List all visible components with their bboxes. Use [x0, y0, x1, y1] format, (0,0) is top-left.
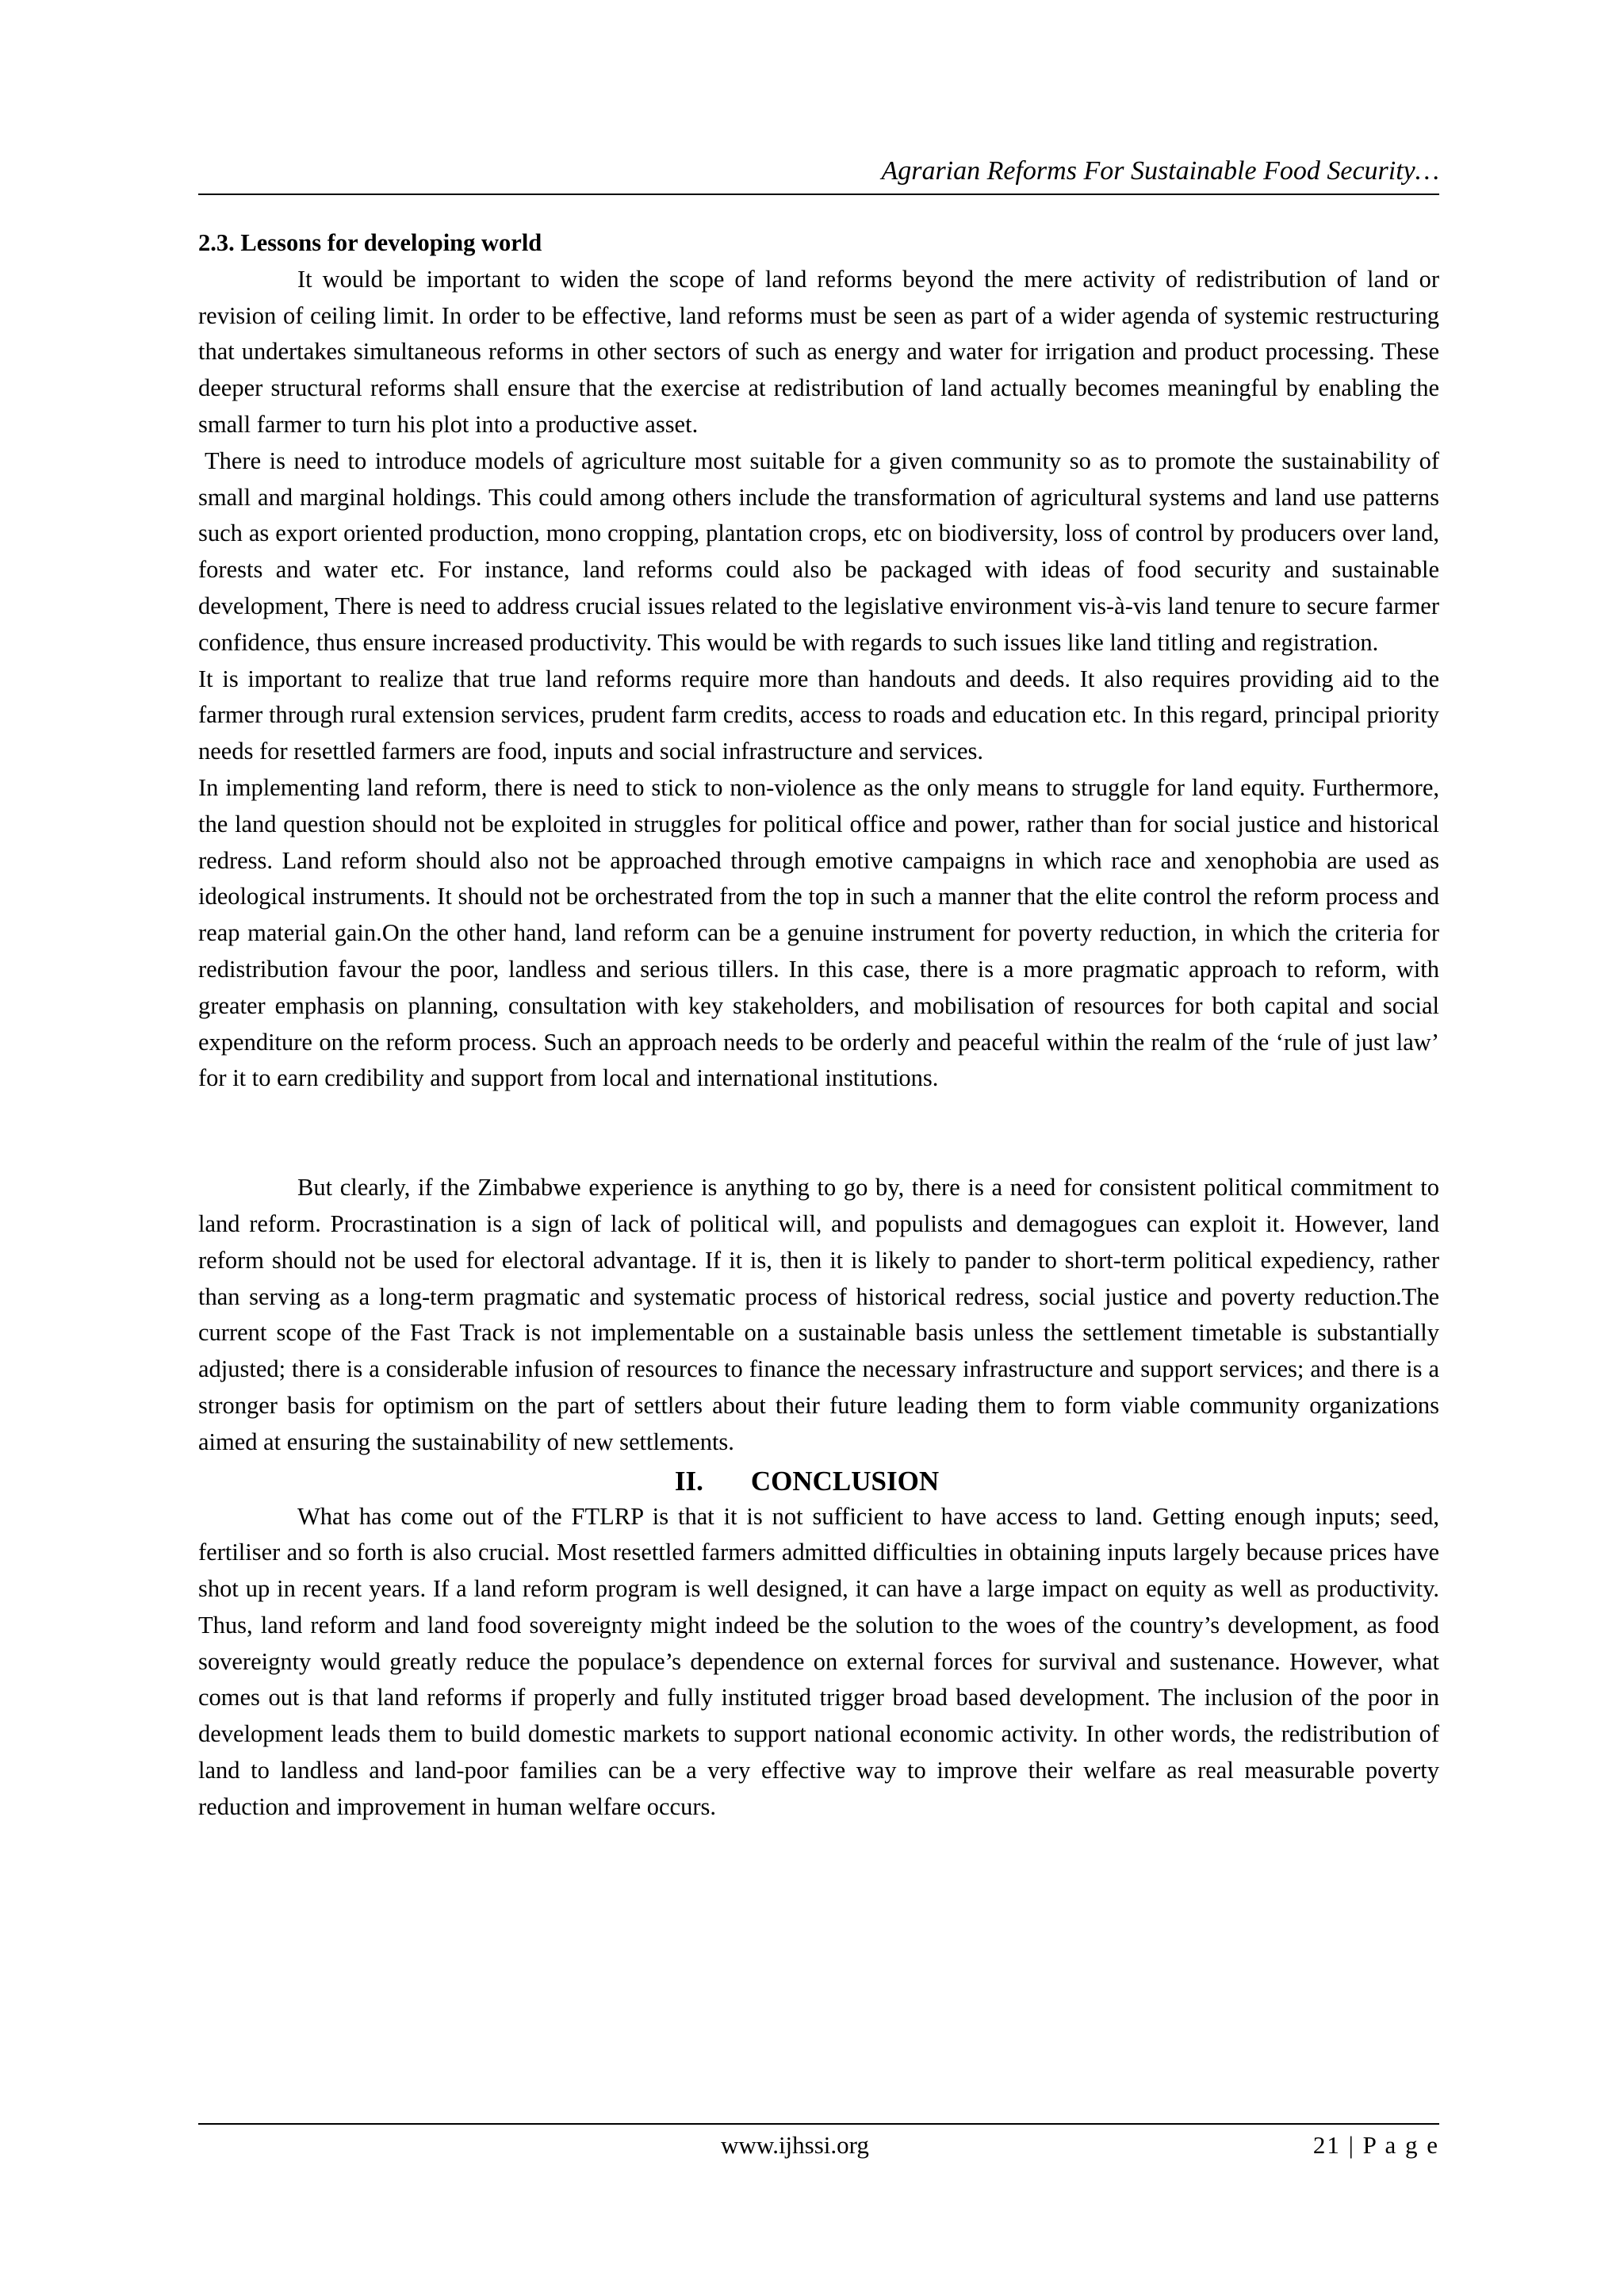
conclusion-title: CONCLUSION [750, 1465, 940, 1497]
body-text [198, 225, 1439, 1826]
footer-url: www.ijhssi.org [721, 2131, 869, 2159]
paragraph-scope-of-reforms: It would be important to widen the scope of land reforms beyond the mere activity of redistribution of land or revision of ceiling limit. In order to be effective, land reforms must be seen as part of a wider agenda of systemic restructuring that undertakes simultaneous reforms in other sectors of such as energy and water for irrigation and product processing. These deeper structural reforms shall ensure that the exercise at redistribution of land actually becomes meaningful by enabling the small farmer to turn his plot into a productive asset. [198, 265, 1439, 438]
paragraph-gap [198, 1097, 1439, 1170]
paragraph-models-of-agriculture: There is need to introduce models of agriculture most suitable for a given community so as to promote the sustainability of small and marginal holdings. This could among others include the transformation of agricultural systems and land use patterns such as export oriented production, mono cropping, plantation crops, etc on biodiversity, loss of control by producers over land, forests and water etc. For instance, land reforms could also be packaged with ideas of food security and sustainable development, There is need to address crucial issues related to the legislative environment vis-à-vis land tenure to secure farmer confidence, thus ensure increased productivity. This would be with regards to such issues like land titling and registration. [198, 447, 1439, 656]
conclusion-heading [198, 1464, 1439, 1499]
header-rule [198, 194, 1439, 195]
footer-rule [198, 2123, 1439, 2125]
paragraph-non-violence: In implementing land reform, there is need to stick to non-violence as the only means to struggle for land equity. Furthermore, the land question should not be exploited in struggles for political office and power, rather than for social justice and historical redress. Land reform should also not be approached through emotive campaigns in which race and xenophobia are used as ideological instruments. It should not be orchestrated from the top in such a manner that the elite control the reform process and reap material gain.On the other hand, land reform can be a genuine instrument for poverty reduction, in which the criteria for redistribution favour the poor, landless and serious tillers. In this case, there is a more pragmatic approach to reform, with greater emphasis on planning, consultation with key stakeholders, and mobilisation of resources for both capital and social expenditure on the reform process. Such an approach needs to be orderly and peaceful within the realm of the ‘rule of just law’ for it to earn credibility and support from local and international institutions. [198, 773, 1439, 1092]
paper-page [198, 0, 1439, 2296]
paragraph-zimbabwe-experience: But clearly, if the Zimbabwe experience is anything to go by, there is a need for consistent political commitment to land reform. Procrastination is a sign of lack of political will, and populists and demagogues can exploit it. However, land reform should not be used for electoral advantage. If it is, then it is likely to pander to short-term political expediency, rather than serving as a long-term pragmatic and systematic process of historical redress, social justice and poverty reduction.The current scope of the Fast Track is not implementable on a sustainable basis unless the settlement timetable is substantially adjusted; there is a considerable infusion of resources to finance the necessary infrastructure and support services; and there is a stronger basis for optimism on the part of settlers about their future leading them to form viable community organizations aimed at ensuring the sustainability of new settlements. [198, 1174, 1439, 1455]
running-head: Agrarian Reforms For Sustainable Food Security… [881, 156, 1439, 186]
paragraph-beyond-handouts: It is important to realize that true land reforms require more than handouts and deeds. It also requires providing aid to the farmer through rural extension services, prudent farm credits, access to roads and education etc. In this regard, principal priority needs for resettled farmers are food, inputs and social infrastructure and services. [198, 665, 1439, 765]
conclusion-number: II. [674, 1465, 703, 1497]
section-heading: 2.3. Lessons for developing world [198, 229, 542, 256]
paragraph-conclusion: What has come out of the FTLRP is that it is not sufficient to have access to land. Getting enough inputs; seed, fertiliser and so forth is also crucial. Most resettled farmers admitted difficulties in obtaining inputs largely because prices have shot up in recent years. If a land reform program is well designed, it can have a large impact on equity as well as productivity. Thus, land reform and land food sovereignty might indeed be the solution to the woes of the country’s development, as food sovereignty would greatly reduce the populace’s dependence on external forces for survival and sustenance. However, what comes out is that land reforms if properly and fully instituted trigger broad based development. The inclusion of the poor in development leads them to build domestic markets to support national economic activity. In other words, the redistribution of land to landless and land-poor families can be a very effective way to improve their welfare as real measurable poverty reduction and improvement in human welfare occurs. [198, 1502, 1439, 1820]
page-number: 21 | P a g e [1312, 2131, 1439, 2159]
